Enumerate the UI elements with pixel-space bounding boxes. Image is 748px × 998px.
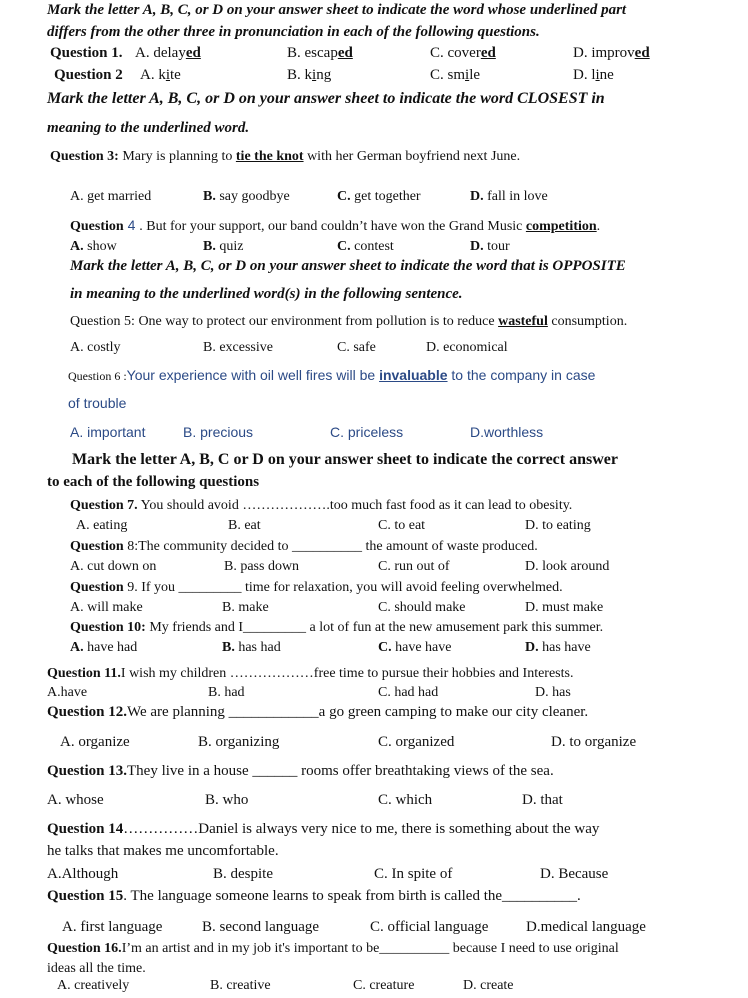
q10-option-b <box>222 639 281 656</box>
q12-text: We are planning ____________a go green camping to make our city cleaner. <box>127 704 589 720</box>
question-2 <box>54 67 123 84</box>
q16-option-d: D. create <box>463 978 514 993</box>
q9-option-a: A. will make <box>70 600 143 615</box>
question-6-label: Question 6 : <box>68 369 127 383</box>
q13-text: They live in a house ______ rooms offer breathtaking views of the sea. <box>127 763 554 779</box>
q13-option-a: A. whose <box>47 792 104 808</box>
question-14-label: Question 14 <box>47 821 124 837</box>
q6-line2: of trouble <box>68 395 127 411</box>
question-3 <box>50 148 520 165</box>
q10-option-d <box>525 639 591 656</box>
q4-option-d-text: tour <box>483 239 510 254</box>
q4-text-pre: . But for your support, our band couldn’t have won the Grand Music <box>139 219 526 234</box>
q13-option-d: D. that <box>522 792 563 808</box>
q7-option-d: D. to eating <box>525 518 591 533</box>
q14-text: ……………Daniel is always very nice to me, there is something about the way <box>123 821 600 837</box>
q10-option-d-letter: D. <box>525 640 539 655</box>
question-2-label: Question 2 <box>54 67 123 83</box>
q11-option-c: C. had had <box>378 685 439 700</box>
q3-option-a: A. get married <box>70 189 152 204</box>
q8-option-c: C. run out of <box>378 559 450 574</box>
question-15-label: Question 15 <box>47 888 124 904</box>
q4-option-c-text: contest <box>350 239 394 254</box>
question-4 <box>70 217 600 235</box>
q2-d-underline: i <box>595 67 600 83</box>
q13-option-b: B. who <box>205 792 249 808</box>
q4-option-a-letter: A. <box>70 239 84 254</box>
q15-text: . The language someone learns to speak from birth is called the__________. <box>123 888 581 904</box>
q2-d-post: ne <box>599 67 614 83</box>
q3-option-d <box>470 188 548 205</box>
q3-option-d-letter: D. <box>470 189 484 204</box>
section3-instruction-line1: Mark the letter A, B, C, or D on your answer sheet to indicate the word that is OPPOSITE <box>70 258 626 274</box>
question-9 <box>70 579 563 596</box>
q3-option-d-text: fall in love <box>483 189 548 204</box>
question-14 <box>47 821 599 838</box>
q4-option-d <box>470 238 510 255</box>
q10-option-a-text: have had <box>83 640 138 655</box>
q5-text-post: consumption. <box>547 314 628 329</box>
question-1-label: Question 1. <box>50 45 123 61</box>
question-13-label: Question 13. <box>47 763 128 779</box>
question-7-label: Question 7. <box>70 498 138 513</box>
q11-text: I wish my children ………………free time to pursue their hobbies and Interests. <box>120 666 574 681</box>
q10-option-a-letter: A. <box>70 640 84 655</box>
q1-option-d-underline: ed <box>634 45 650 61</box>
q10-option-c <box>378 639 451 656</box>
q2-d-pre: D. l <box>573 67 596 83</box>
q8-option-b: B. pass down <box>224 559 300 574</box>
q2-c-post: le <box>469 67 481 83</box>
q3-option-b <box>203 188 290 205</box>
section4-instruction-line1: Mark the letter A, B, C or D on your answer sheet to indicate the correct answer <box>72 451 618 468</box>
q6-text-post: to the company in case <box>447 367 596 383</box>
q10-option-a <box>70 639 137 656</box>
q1-option-a <box>135 45 201 62</box>
q6-option-a: A. important <box>70 424 146 440</box>
q7-text: You should avoid ……………….too much fast food as it can lead to obesity. <box>137 498 573 513</box>
q15-option-a: A. first language <box>62 919 163 935</box>
q2-option-c <box>430 67 480 84</box>
q8-text: 8:The community decided to __________ the amount of waste produced. <box>123 539 538 554</box>
q3-option-c-letter: C. <box>337 189 351 204</box>
q1-option-c-underline: ed <box>480 45 496 61</box>
q6-option-c: C. priceless <box>330 424 404 440</box>
question-13 <box>47 763 554 780</box>
q3-option-b-text: say goodbye <box>215 189 290 204</box>
q1-option-a-text: A. delay <box>135 45 186 61</box>
q2-c-pre: C. sm <box>430 67 466 83</box>
q1-option-b-text: B. escap <box>287 45 338 61</box>
q4-option-d-letter: D. <box>470 239 484 254</box>
q12-option-c: C. organized <box>378 734 455 750</box>
q4-underlined-word: competition <box>525 219 597 234</box>
question-4-number: 4 <box>123 217 140 233</box>
q4-text-post: . <box>596 219 601 234</box>
question-10-label: Question 10: <box>70 620 146 635</box>
q4-option-a <box>70 238 117 255</box>
q6-option-b: B. precious <box>183 424 254 440</box>
q9-text: 9. If you _________ time for relaxation, you will avoid feeling overwhelmed. <box>123 580 563 595</box>
q12-option-b: B. organizing <box>198 734 280 750</box>
q6-underlined-word: invaluable <box>379 367 448 383</box>
q3-option-c-text: get together <box>350 189 421 204</box>
q11-option-b: B. had <box>208 685 245 700</box>
q4-option-a-text: show <box>83 239 117 254</box>
q9-option-b: B. make <box>222 600 269 615</box>
q2-option-a <box>140 67 181 84</box>
question-1 <box>50 45 123 62</box>
section1-instruction-line2: differs from the other three in pronunciation in each of the following questions. <box>47 24 540 40</box>
question-16 <box>47 940 619 957</box>
q11-option-a: A.have <box>47 685 88 700</box>
q15-option-c: C. official language <box>370 919 489 935</box>
q11-option-d: D. has <box>535 685 571 700</box>
q8-option-a: A. cut down on <box>70 559 157 574</box>
q16-option-c: C. creature <box>353 978 415 993</box>
q1-option-d <box>573 45 650 62</box>
q16-option-b: B. creative <box>210 978 271 993</box>
question-15 <box>47 888 581 905</box>
question-8 <box>70 538 538 555</box>
q2-a-pre: A. k <box>140 67 166 83</box>
q2-b-post: ng <box>316 67 332 83</box>
q5-option-a: A. costly <box>70 340 121 355</box>
q9-option-c: C. should make <box>378 600 466 615</box>
q5-option-d: D. economical <box>426 340 508 355</box>
q4-option-c-letter: C. <box>337 239 351 254</box>
q10-option-c-letter: C. <box>378 640 392 655</box>
section2-instruction-line1: Mark the letter A, B, C, or D on your answer sheet to indicate the word CLOSEST in <box>47 90 605 107</box>
q1-option-b-underline: ed <box>337 45 353 61</box>
question-7 <box>70 497 572 514</box>
q14-option-d: D. Because <box>540 866 609 882</box>
question-6 <box>68 367 595 385</box>
q9-option-d: D. must make <box>525 600 604 615</box>
q6-text-pre: Your experience with oil well fires will be <box>126 367 380 383</box>
q10-option-b-text: has had <box>234 640 281 655</box>
q5-underlined-word: wasteful <box>498 314 548 329</box>
question-11 <box>47 665 573 682</box>
question-3-label: Question 3: <box>50 149 119 164</box>
q8-option-d: D. look around <box>525 559 610 574</box>
q3-option-b-letter: B. <box>203 189 216 204</box>
question-5 <box>70 313 627 330</box>
question-10 <box>70 619 603 636</box>
q2-option-d <box>573 67 614 84</box>
q2-option-b <box>287 67 331 84</box>
q6-option-d: D.worthless <box>470 424 544 440</box>
q5-option-c: C. safe <box>337 340 376 355</box>
question-4-label: Question <box>70 219 124 234</box>
q3-text-pre: Mary is planning to <box>118 149 236 164</box>
q14-option-b: B. despite <box>213 866 273 882</box>
q10-option-c-text: have have <box>391 640 452 655</box>
q16-option-a: A. creatively <box>57 978 130 993</box>
q3-underlined-phrase: tie the knot <box>235 149 304 164</box>
q1-option-a-underline: ed <box>185 45 201 61</box>
q16-text: I’m an artist and in my job it's important to be__________ because I need to use original <box>121 941 619 956</box>
q2-a-underline: i <box>165 67 171 83</box>
q1-option-b <box>287 45 353 62</box>
q12-option-d: D. to organize <box>551 734 637 750</box>
question-16-label: Question 16. <box>47 941 122 956</box>
q14-option-c: C. In spite of <box>374 866 453 882</box>
question-9-label: Question <box>70 580 124 595</box>
section2-instruction-line2: meaning to the underlined word. <box>47 120 250 136</box>
q5-text-pre: Question 5: One way to protect our environment from pollution is to reduce <box>70 314 499 329</box>
q1-option-d-text: D. improv <box>573 45 635 61</box>
q2-c-underline: i <box>465 67 470 83</box>
section4-instruction-line2: to each of the following questions <box>47 474 260 490</box>
q16-line2: ideas all the time. <box>47 961 146 976</box>
q4-option-b-letter: B. <box>203 239 216 254</box>
question-12-label: Question 12. <box>47 704 128 720</box>
q1-option-c-text: C. cover <box>430 45 481 61</box>
q1-option-c <box>430 45 496 62</box>
question-8-label: Question <box>70 539 124 554</box>
q2-b-underline: i <box>312 67 317 83</box>
q7-option-c: C. to eat <box>378 518 426 533</box>
q2-b-pre: B. k <box>287 67 313 83</box>
q5-option-b: B. excessive <box>203 340 273 355</box>
question-12 <box>47 704 588 721</box>
q7-option-b: B. eat <box>228 518 261 533</box>
q7-option-a: A. eating <box>76 518 128 533</box>
q10-option-b-letter: B. <box>222 640 235 655</box>
q15-option-d: D.medical language <box>526 919 646 935</box>
q12-option-a: A. organize <box>60 734 130 750</box>
q14-option-a: A.Although <box>47 866 119 882</box>
q10-option-d-text: has have <box>538 640 591 655</box>
section1-instruction-line1: Mark the letter A, B, C, or D on your answer sheet to indicate the word whose underlined part <box>47 2 627 18</box>
section3-instruction-line2: in meaning to the underlined word(s) in the following sentence. <box>70 286 463 302</box>
q4-option-c <box>337 238 394 255</box>
q3-option-c <box>337 188 421 205</box>
q4-option-b <box>203 238 243 255</box>
q10-text: My friends and I_________ a lot of fun at the new amusement park this summer. <box>145 620 604 635</box>
q14-line2: he talks that makes me uncomfortable. <box>47 843 279 859</box>
q13-option-c: C. which <box>378 792 433 808</box>
question-11-label: Question 11. <box>47 666 121 681</box>
q4-option-b-text: quiz <box>215 239 244 254</box>
q2-a-post: te <box>170 67 181 83</box>
q3-text-post: with her German boyfriend next June. <box>303 149 521 164</box>
q15-option-b: B. second language <box>202 919 320 935</box>
